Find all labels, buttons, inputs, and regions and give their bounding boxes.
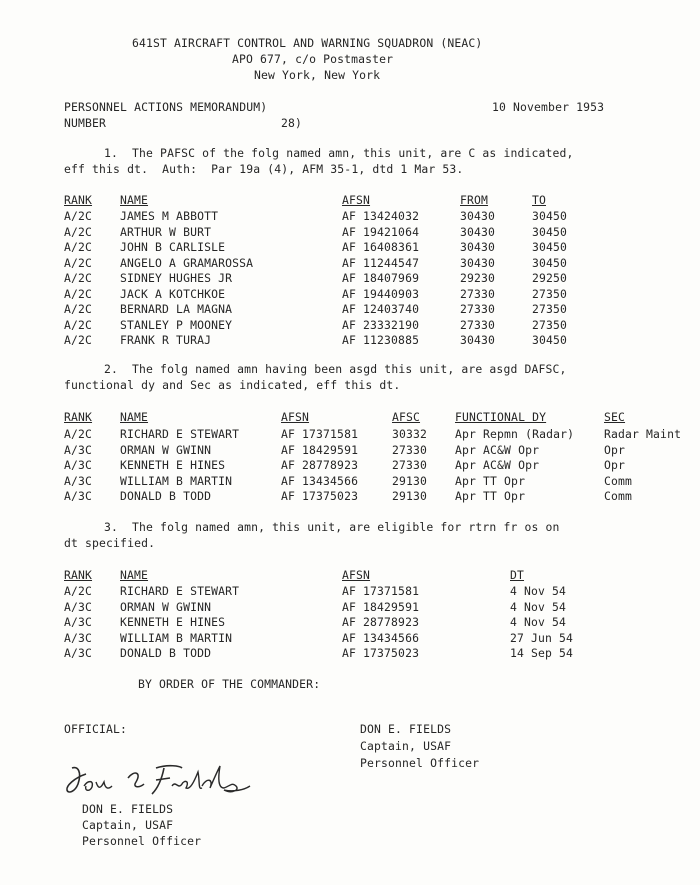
- from-cell: 30430: [460, 333, 496, 347]
- afsn-cell: AF 16408361: [342, 240, 420, 254]
- sec-cell: Opr: [604, 442, 626, 457]
- col-header-to: TO: [532, 193, 547, 207]
- table-row: [0, 474, 700, 488]
- rank-cell: A/2C: [64, 271, 93, 285]
- to-cell: 30450: [532, 209, 568, 223]
- section2-header-row: [0, 410, 700, 424]
- functional-dy-cell: Apr TT Opr: [455, 473, 526, 488]
- section1-header-row: [0, 193, 700, 207]
- rank-cell: A/2C: [64, 209, 93, 223]
- functional-dy-cell: Apr TT Opr: [455, 489, 526, 503]
- afsn-cell: AF 28778923: [342, 615, 420, 629]
- name-cell: RICHARD E STEWART: [120, 584, 240, 598]
- table-row: [0, 615, 700, 629]
- name-cell: ORMAN W GWINN: [120, 599, 212, 614]
- name-cell: ARTHUR W BURT: [120, 224, 212, 239]
- city-address: New York, New York: [254, 68, 381, 82]
- section2-paragraph-line2: functional dy and Sec as indicated, eff this dt.: [64, 378, 401, 392]
- rank-cell: A/2C: [64, 333, 93, 347]
- memo-title: PERSONNEL ACTIONS MEMORANDUM): [64, 100, 268, 114]
- afsn-cell: AF 17375023: [342, 646, 420, 660]
- section2-paragraph-line1: 2. The folg named amn having been asgd this unit, are asgd DAFSC,: [104, 362, 567, 376]
- to-cell: 27350: [532, 286, 568, 301]
- afsc-cell: 27330: [392, 458, 428, 472]
- col-header-dt: DT: [510, 568, 525, 582]
- afsn-cell: AF 18407969: [342, 271, 420, 285]
- from-cell: 30430: [460, 255, 496, 270]
- rank-cell: A/3C: [64, 630, 93, 645]
- from-cell: 29230: [460, 271, 496, 285]
- from-cell: 30430: [460, 240, 496, 254]
- to-cell: 30450: [532, 224, 568, 239]
- name-cell: DONALD B TODD: [120, 489, 212, 503]
- official-name: DON E. FIELDS: [82, 802, 174, 816]
- rank-cell: A/3C: [64, 615, 93, 629]
- name-cell: KENNETH E HINES: [120, 615, 226, 629]
- functional-dy-cell: Apr AC&W Opr: [455, 442, 540, 457]
- section1-paragraph-line2: eff this dt. Auth: Par 19a (4), AFM 35-1, dtd 1 Mar 53.: [64, 162, 464, 176]
- name-cell: ORMAN W GWINN: [120, 442, 212, 457]
- afsc-cell: 29130: [392, 489, 428, 503]
- col-header-afsn: AFSN: [342, 568, 371, 582]
- to-cell: 27350: [532, 317, 568, 332]
- name-cell: DONALD B TODD: [120, 646, 212, 660]
- afsn-cell: AF 13424032: [342, 209, 420, 223]
- col-header-rank: RANK: [64, 410, 93, 424]
- dt-cell: 4 Nov 54: [510, 599, 567, 614]
- memo-number-label: NUMBER: [64, 116, 107, 130]
- signer-name: DON E. FIELDS: [360, 722, 452, 736]
- from-cell: 30430: [460, 224, 496, 239]
- rank-cell: A/2C: [64, 286, 93, 301]
- section3-paragraph-line2: dt specified.: [64, 536, 156, 550]
- functional-dy-cell: Apr Repmn (Radar): [455, 427, 575, 441]
- table-row: [0, 318, 700, 332]
- dt-cell: 27 Jun 54: [510, 630, 574, 645]
- afsn-cell: AF 18429591: [342, 599, 420, 614]
- to-cell: 27350: [532, 302, 568, 316]
- sec-cell: Opr: [604, 458, 626, 472]
- signer-rank: Captain, USAF: [360, 739, 452, 753]
- name-cell: ANGELO A GRAMAROSSA: [120, 255, 254, 270]
- name-cell: JOHN B CARLISLE: [120, 240, 226, 254]
- afsn-cell: AF 11230885: [342, 333, 420, 347]
- rank-cell: A/2C: [64, 317, 93, 332]
- afsc-cell: 30332: [392, 427, 428, 441]
- afsn-cell: AF 17375023: [281, 489, 359, 503]
- rank-cell: A/3C: [64, 489, 93, 503]
- name-cell: WILLIAM B MARTIN: [120, 630, 233, 645]
- from-cell: 27330: [460, 317, 496, 332]
- dt-cell: 14 Sep 54: [510, 646, 574, 660]
- col-header-rank: RANK: [64, 193, 93, 207]
- name-cell: KENNETH E HINES: [120, 458, 226, 472]
- col-header-afsn: AFSN: [342, 193, 371, 207]
- official-label: OFFICIAL:: [64, 722, 128, 736]
- afsn-cell: AF 13434566: [342, 630, 420, 645]
- rank-cell: A/3C: [64, 599, 93, 614]
- to-cell: 30450: [532, 255, 568, 270]
- official-rank: Captain, USAF: [82, 818, 174, 832]
- table-row: [0, 631, 700, 645]
- col-header-from: FROM: [460, 193, 489, 207]
- table-row: [0, 489, 700, 503]
- rank-cell: A/2C: [64, 584, 93, 598]
- dt-cell: 4 Nov 54: [510, 615, 567, 629]
- rank-cell: A/3C: [64, 442, 93, 457]
- handwritten-signature: [64, 760, 254, 800]
- name-cell: JACK A KOTCHKOE: [120, 286, 226, 301]
- memo-number: 28): [281, 116, 303, 130]
- section1-paragraph-line1: 1. The PAFSC of the folg named amn, this unit, are C as indicated,: [104, 146, 574, 160]
- sec-cell: Radar Maint: [604, 427, 682, 441]
- from-cell: 27330: [460, 286, 496, 301]
- table-row: [0, 225, 700, 239]
- col-header-name: NAME: [120, 410, 149, 424]
- table-row: [0, 427, 700, 441]
- afsc-cell: 29130: [392, 473, 428, 488]
- apo-address: APO 677, c/o Postmaster: [232, 52, 394, 66]
- official-title: Personnel Officer: [82, 834, 202, 848]
- section3-header-row: [0, 568, 700, 582]
- name-cell: FRANK R TURAJ: [120, 333, 212, 347]
- rank-cell: A/3C: [64, 646, 93, 660]
- name-cell: RICHARD E STEWART: [120, 427, 240, 441]
- table-row: [0, 458, 700, 472]
- afsn-cell: AF 11244547: [342, 255, 420, 270]
- name-cell: BERNARD LA MAGNA: [120, 302, 233, 316]
- afsn-cell: AF 12403740: [342, 302, 420, 316]
- section3-paragraph-line1: 3. The folg named amn, this unit, are eligible for rtrn fr os on: [104, 520, 560, 534]
- afsn-cell: AF 23332190: [342, 317, 420, 332]
- dt-cell: 4 Nov 54: [510, 584, 567, 598]
- by-order-line: BY ORDER OF THE COMMANDER:: [138, 677, 321, 691]
- table-row: [0, 256, 700, 270]
- afsn-cell: AF 17371581: [342, 584, 420, 598]
- name-cell: STANLEY P MOONEY: [120, 317, 233, 332]
- afsn-cell: AF 19421064: [342, 224, 420, 239]
- table-row: [0, 584, 700, 598]
- table-row: [0, 302, 700, 316]
- rank-cell: A/2C: [64, 224, 93, 239]
- table-row: [0, 287, 700, 301]
- sec-cell: Comm: [604, 473, 633, 488]
- col-header-functional-dy: FUNCTIONAL DY: [455, 410, 547, 424]
- table-row: [0, 209, 700, 223]
- afsn-cell: AF 28778923: [281, 458, 359, 472]
- table-row: [0, 240, 700, 254]
- table-row: [0, 271, 700, 285]
- name-cell: SIDNEY HUGHES JR: [120, 271, 233, 285]
- name-cell: WILLIAM B MARTIN: [120, 473, 233, 488]
- rank-cell: A/3C: [64, 458, 93, 472]
- rank-cell: A/2C: [64, 255, 93, 270]
- to-cell: 30450: [532, 240, 568, 254]
- signer-title: Personnel Officer: [360, 756, 480, 770]
- col-header-sec: SEC: [604, 410, 626, 424]
- table-row: [0, 646, 700, 660]
- from-cell: 27330: [460, 302, 496, 316]
- sec-cell: Comm: [604, 489, 633, 503]
- col-header-rank: RANK: [64, 568, 93, 582]
- rank-cell: A/3C: [64, 473, 93, 488]
- table-row: [0, 333, 700, 347]
- rank-cell: A/2C: [64, 427, 93, 441]
- afsc-cell: 27330: [392, 442, 428, 457]
- from-cell: 30430: [460, 209, 496, 223]
- to-cell: 30450: [532, 333, 568, 347]
- afsn-cell: AF 18429591: [281, 442, 359, 457]
- rank-cell: A/2C: [64, 240, 93, 254]
- afsn-cell: AF 17371581: [281, 427, 359, 441]
- col-header-afsc: AFSC: [392, 410, 421, 424]
- unit-name: 641ST AIRCRAFT CONTROL AND WARNING SQUADRON (NEAC): [132, 36, 483, 50]
- table-row: [0, 443, 700, 457]
- col-header-afsn: AFSN: [281, 410, 310, 424]
- rank-cell: A/2C: [64, 302, 93, 316]
- to-cell: 29250: [532, 271, 568, 285]
- memo-date: 10 November 1953: [492, 100, 605, 114]
- functional-dy-cell: Apr AC&W Opr: [455, 458, 540, 472]
- col-header-name: NAME: [120, 568, 149, 582]
- afsn-cell: AF 19440903: [342, 286, 420, 301]
- name-cell: JAMES M ABBOTT: [120, 209, 219, 223]
- afsn-cell: AF 13434566: [281, 473, 359, 488]
- table-row: [0, 600, 700, 614]
- col-header-name: NAME: [120, 193, 149, 207]
